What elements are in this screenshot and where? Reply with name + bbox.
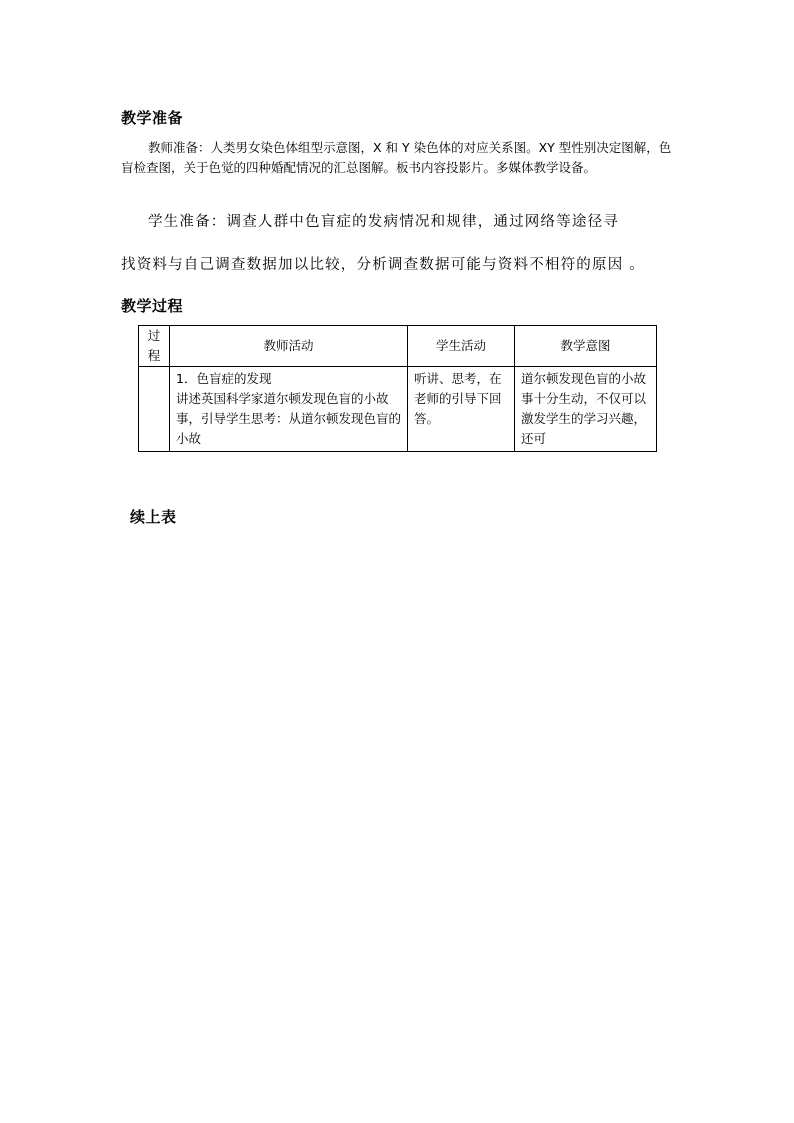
student-preparation-line1: 学生准备：调查人群中色盲症的发病情况和规律，通过网络等途径寻 — [148, 214, 619, 230]
continued-table-label: 续上表 — [130, 508, 177, 526]
heading-teaching-preparation: 教学准备 — [121, 109, 184, 127]
heading-teaching-process: 教学过程 — [121, 297, 184, 315]
teaching-process-table — [138, 325, 657, 452]
header-process: 过程 — [139, 326, 170, 367]
header-teaching-intent: 教学意图 — [515, 326, 657, 367]
cell-process — [139, 367, 170, 452]
cell-student-activity: 听讲、思考，在老师的引导下回答。 — [408, 367, 515, 452]
header-student-activity: 学生活动 — [408, 326, 515, 367]
student-preparation-line2: 找资料与自己调查数据加以比较，分析调查数据可能与资料不相符的原因 。 — [121, 257, 645, 273]
table-header-row — [139, 326, 657, 367]
cell-teaching-intent: 道尔顿发现色盲的小故事十分生动，不仅可以激发学生的学习兴趣，还可 — [515, 367, 657, 452]
teacher-preparation-text: 教师准备：人类男女染色体组型示意图，X 和 Y 染色体的对应关系图。XY 型性别决定图解，色盲检查图，关于色觉的四种婚配情况的汇总图解。板书内容投影片。多媒体教学设备。 — [121, 140, 672, 175]
table-row — [139, 367, 657, 452]
cell-teacher-activity: 1．色盲症的发现 讲述英国科学家道尔顿发现色盲的小故事，引导学生思考：从道尔顿发现色盲的小故 — [170, 367, 408, 452]
header-teacher-activity: 教师活动 — [170, 326, 408, 367]
